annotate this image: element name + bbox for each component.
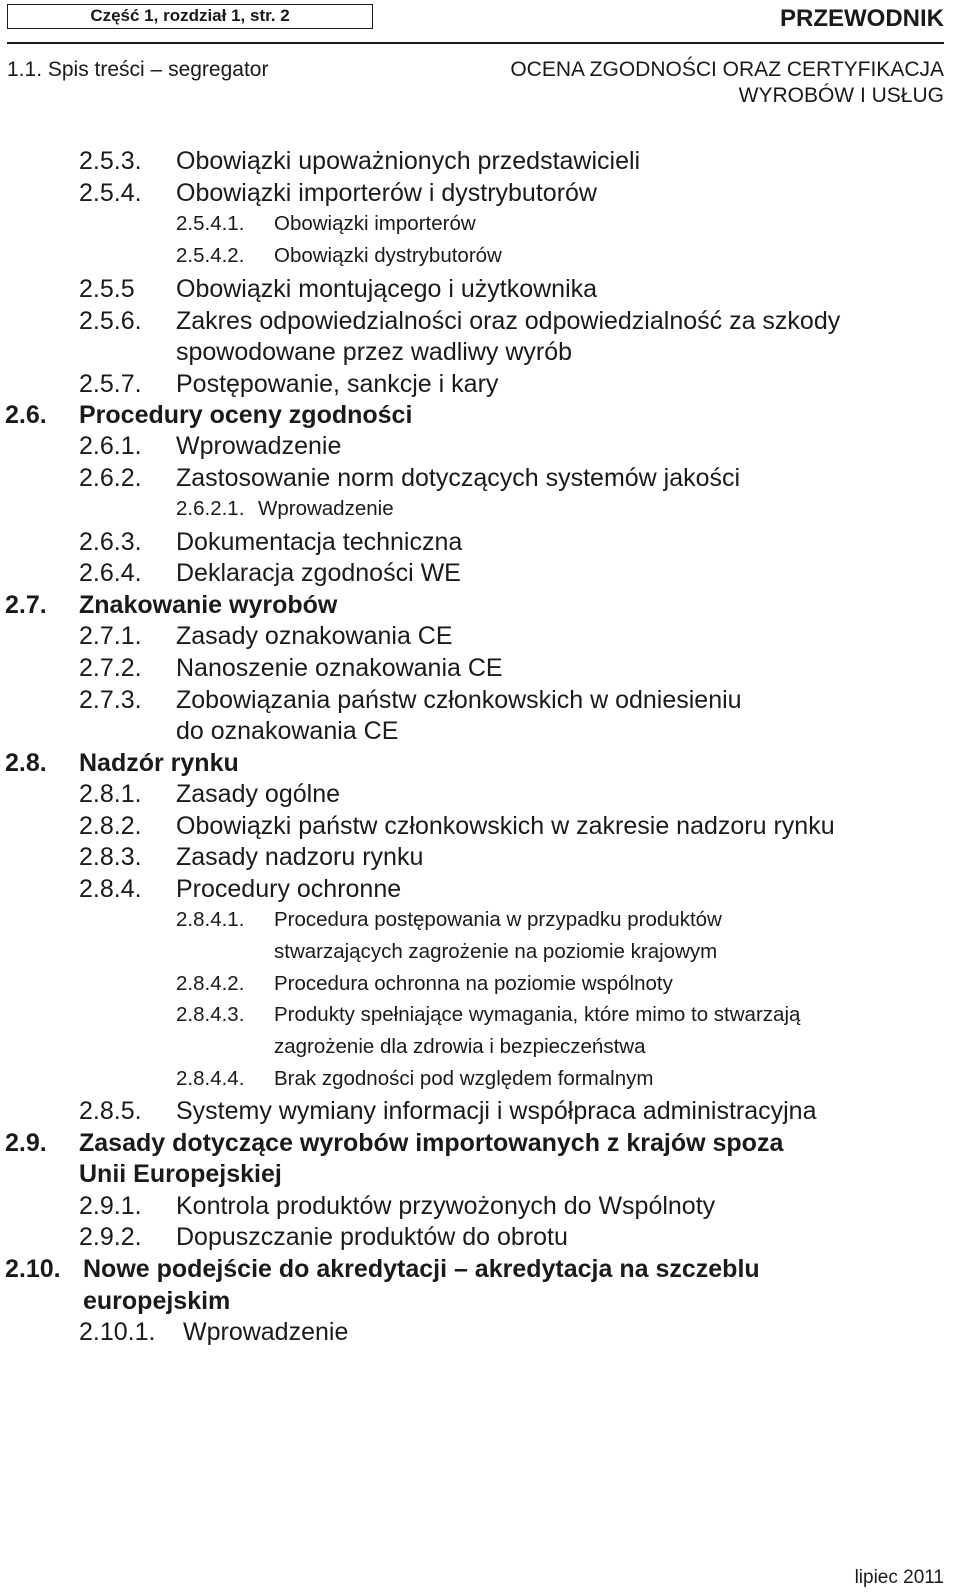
toc-entry-title: Wprowadzenie xyxy=(258,497,394,520)
guide-title: PRZEWODNIK xyxy=(780,5,944,32)
toc-entry-number: 2.8.3. xyxy=(79,843,142,871)
toc-entry-title: Wprowadzenie xyxy=(176,432,342,460)
toc-entry-title: Brak zgodności pod względem formalnym xyxy=(274,1067,654,1090)
section-label: 1.1. Spis treści – segregator xyxy=(7,58,269,81)
toc-entry-number: 2.5.6. xyxy=(79,307,142,335)
toc-entry-number: 2.8.1. xyxy=(79,780,142,808)
toc-entry-title: Dokumentacja techniczna xyxy=(176,528,463,556)
toc-entry-title: Obowiązki montującego i użytkownika xyxy=(176,275,598,303)
toc-entry-number: 2.10.1. xyxy=(79,1318,156,1346)
toc-entry-title: Systemy wymiany informacji i współpraca administracyjna xyxy=(176,1097,817,1125)
subject-title-line-2: WYROBÓW I USŁUG xyxy=(738,84,944,107)
toc-entry-title: Znakowanie wyrobów xyxy=(79,591,338,619)
toc-entry-number: 2.6.2.1. xyxy=(176,497,245,520)
toc-entry-title: spowodowane przez wadliwy wyrób xyxy=(176,338,573,366)
toc-entry-number: 2.9. xyxy=(5,1129,47,1157)
toc-entry-number: 2.5.4. xyxy=(79,179,142,207)
toc-entry-number: 2.8.4.3. xyxy=(176,1003,245,1026)
toc-entry-title: Postępowanie, sankcje i kary xyxy=(176,370,499,398)
toc-entry-number: 2.8.4.1. xyxy=(176,908,245,931)
toc-entry-title: Zobowiązania państw członkowskich w odniesieniu xyxy=(176,686,742,714)
toc-entry-title: Obowiązki importerów xyxy=(274,212,476,235)
toc-entry-title: Procedury oceny zgodności xyxy=(79,401,413,429)
toc-entry-number: 2.7.3. xyxy=(79,686,142,714)
toc-entry-number: 2.5.5 xyxy=(79,275,135,303)
toc-entry-number: 2.8.5. xyxy=(79,1097,142,1125)
toc-entry-title: Dopuszczanie produktów do obrotu xyxy=(176,1223,568,1251)
toc-entry-number: 2.8.4.2. xyxy=(176,972,245,995)
toc-entry-title: Zasady nadzoru rynku xyxy=(176,843,424,871)
toc-entry-number: 2.7.1. xyxy=(79,622,142,650)
toc-entry-number: 2.7.2. xyxy=(79,654,142,682)
toc-entry-title: Obowiązki upoważnionych przedstawicieli xyxy=(176,147,641,175)
toc-entry-title: Zasady oznakowania CE xyxy=(176,622,453,650)
toc-entry-title: Produkty spełniające wymagania, które mimo to stwarzają xyxy=(274,1003,801,1026)
toc-entry-title: do oznakowania CE xyxy=(176,717,399,745)
toc-entry-number: 2.6.4. xyxy=(79,559,142,587)
toc-entry-title: Nanoszenie oznakowania CE xyxy=(176,654,503,682)
toc-entry-title: europejskim xyxy=(83,1287,231,1315)
toc-entry-title: Obowiązki dystrybutorów xyxy=(274,244,502,267)
toc-entry-title: Obowiązki importerów i dystrybutorów xyxy=(176,179,597,207)
toc-entry-number: 2.8. xyxy=(5,749,47,777)
toc-entry-title: Procedura postępowania w przypadku produktów xyxy=(274,908,722,931)
toc-entry-title: Procedury ochronne xyxy=(176,875,402,903)
toc-entry-number: 2.8.4.4. xyxy=(176,1067,245,1090)
toc-entry-title: Zasady dotyczące wyrobów importowanych z krajów spoza xyxy=(79,1129,784,1157)
toc-entry-number: 2.5.4.1. xyxy=(176,212,245,235)
toc-entry-title: Obowiązki państw członkowskich w zakresie nadzoru rynku xyxy=(176,812,835,840)
toc-entry-number: 2.6.2. xyxy=(79,464,142,492)
toc-entry-number: 2.6.3. xyxy=(79,528,142,556)
page-ref-box: Część 1, rozdział 1, str. 2 xyxy=(7,4,373,29)
subject-title-line-1: OCENA ZGODNOŚCI ORAZ CERTYFIKACJA xyxy=(510,58,944,81)
toc-entry-title: Unii Europejskiej xyxy=(79,1160,282,1188)
toc-entry-number: 2.7. xyxy=(5,591,47,619)
toc-entry-title: Zasady ogólne xyxy=(176,780,341,808)
toc-entry-number: 2.8.4. xyxy=(79,875,142,903)
toc-entry-title: zagrożenie dla zdrowia i bezpieczeństwa xyxy=(274,1035,646,1058)
toc-entry-number: 2.10. xyxy=(5,1255,61,1283)
toc-entry-number: 2.8.2. xyxy=(79,812,142,840)
toc-entry-title: Zakres odpowiedzialności oraz odpowiedzialność za szkody xyxy=(176,307,841,335)
toc-entry-title: Kontrola produktów przywożonych do Wspólnoty xyxy=(176,1192,716,1220)
toc-entry-number: 2.5.4.2. xyxy=(176,244,245,267)
toc-entry-title: Deklaracja zgodności WE xyxy=(176,559,461,587)
toc-entry-title: Wprowadzenie xyxy=(183,1318,349,1346)
toc-entry-number: 2.6.1. xyxy=(79,432,142,460)
toc-entry-title: Nowe podejście do akredytacji – akredytacja na szczeblu xyxy=(83,1255,760,1283)
footer-date: lipiec 2011 xyxy=(854,1567,944,1588)
toc-entry-title: Zastosowanie norm dotyczących systemów jakości xyxy=(176,464,741,492)
toc-entry-number: 2.9.1. xyxy=(79,1192,142,1220)
toc-entry-title: Nadzór rynku xyxy=(79,749,239,777)
toc-entry-number: 2.5.7. xyxy=(79,370,142,398)
toc-entry-title: Procedura ochronna na poziomie wspólnoty xyxy=(274,972,673,995)
toc-entry-number: 2.9.2. xyxy=(79,1223,142,1251)
toc-entry-number: 2.5.3. xyxy=(79,147,142,175)
toc-entry-number: 2.6. xyxy=(5,401,47,429)
toc-entry-title: stwarzających zagrożenie na poziomie krajowym xyxy=(274,940,718,963)
